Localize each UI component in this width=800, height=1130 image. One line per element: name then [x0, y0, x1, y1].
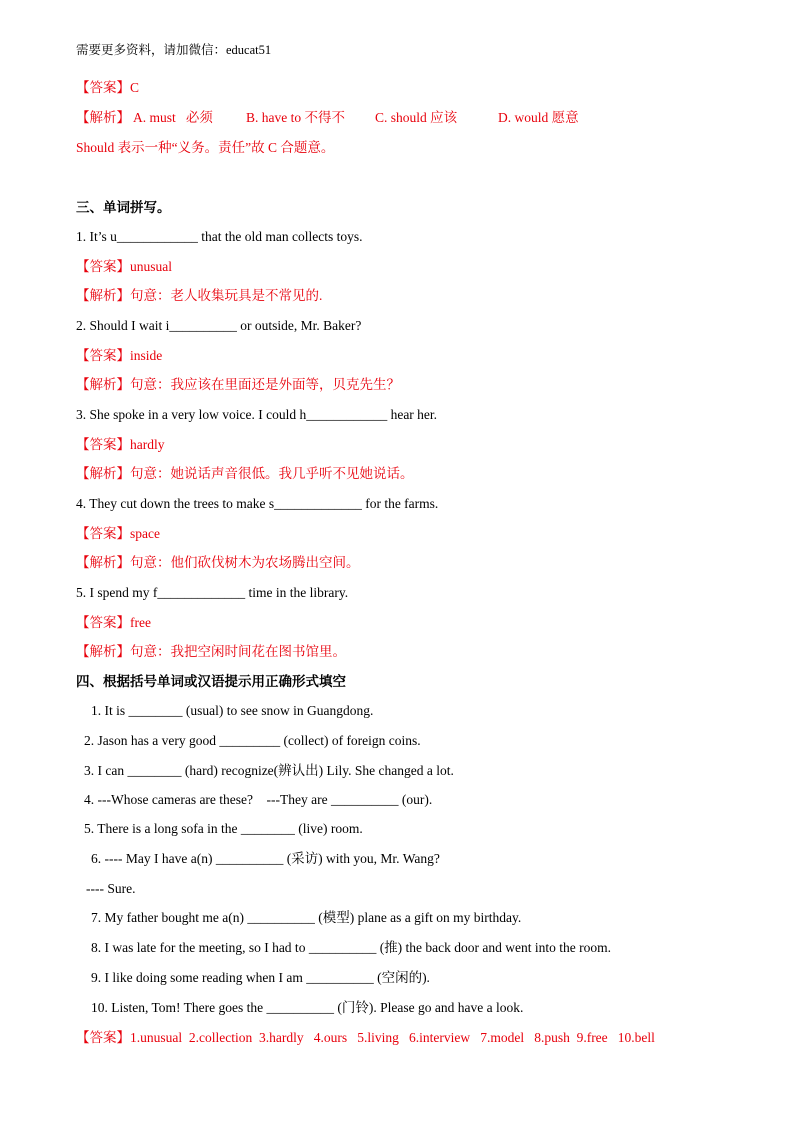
explanation-text: Should 表示一种“义务。责任”故 C 合题意。 — [76, 140, 335, 155]
option-c: C. should 应该 — [375, 110, 458, 125]
analysis-text: 【解析】句意：我把空闲时间花在图书馆里。 — [76, 644, 346, 659]
section-title: 三、单词拼写。 — [76, 200, 171, 215]
list-item: 8. I was late for the meeting, so I had to __________ (推) the back door and went into the room. — [91, 940, 612, 955]
answer-key: 【答案】1.unusual 2.collection 3.hardly 4.ours 5.living 6.interview 7.model 8.push 9.free 10.bell — [76, 1030, 655, 1045]
answer-text: 【答案】C — [76, 80, 140, 95]
list-item: 3. I can ________ (hard) recognize(辨认出) Lily. She changed a lot. — [84, 763, 454, 778]
analysis-label: 【解析】 — [76, 110, 130, 125]
list-item: ---- Sure. — [86, 881, 136, 896]
question-text: 5. I spend my f_____________ time in the library. — [76, 585, 349, 600]
option-b: B. have to 不得不 — [246, 110, 345, 125]
question-text: 1. It’s u____________ that the old man collects toys. — [76, 229, 363, 244]
option-d: D. would 愿意 — [498, 110, 579, 125]
list-item: 6. ---- May I have a(n) __________ (采访) with you, Mr. Wang? — [91, 851, 440, 866]
question-text: 3. She spoke in a very low voice. I could h____________ hear her. — [76, 407, 438, 422]
analysis-text: 【解析】句意：她说话声音很低。我几乎听不见她说话。 — [76, 466, 414, 481]
analysis-text: 【解析】句意：老人收集玩具是不常见的. — [76, 288, 323, 303]
answer-text: 【答案】free — [76, 615, 151, 630]
list-item: 2. Jason has a very good _________ (collect) of foreign coins. — [84, 733, 421, 748]
analysis-text: 【解析】句意：我应该在里面还是外面等，贝克先生？ — [76, 377, 400, 392]
answer-text: 【答案】hardly — [76, 437, 165, 452]
section-title: 四、根据括号单词或汉语提示用正确形式填空 — [76, 674, 346, 689]
page-header: 需要更多资料，请加微信：educat51 — [76, 43, 272, 57]
list-item: 9. I like doing some reading when I am __________ (空闲的). — [91, 970, 430, 985]
answer-text: 【答案】unusual — [76, 259, 172, 274]
list-item: 5. There is a long sofa in the ________ (live) room. — [84, 821, 363, 836]
option-a: A. must 必须 — [133, 110, 213, 125]
list-item: 4. ---Whose cameras are these? ---They are __________ (our). — [84, 792, 433, 807]
question-text: 2. Should I wait i__________ or outside, Mr. Baker? — [76, 318, 362, 333]
list-item: 7. My father bought me a(n) __________ (模型) plane as a gift on my birthday. — [91, 910, 522, 925]
answer-text: 【答案】space — [76, 526, 160, 541]
answer-text: 【答案】inside — [76, 348, 163, 363]
question-text: 4. They cut down the trees to make s_____________ for the farms. — [76, 496, 439, 511]
list-item: 10. Listen, Tom! There goes the __________ (门铃). Please go and have a look. — [91, 1000, 524, 1015]
analysis-text: 【解析】句意：他们砍伐树木为农场腾出空间。 — [76, 555, 360, 570]
list-item: 1. It is ________ (usual) to see snow in Guangdong. — [91, 703, 374, 718]
